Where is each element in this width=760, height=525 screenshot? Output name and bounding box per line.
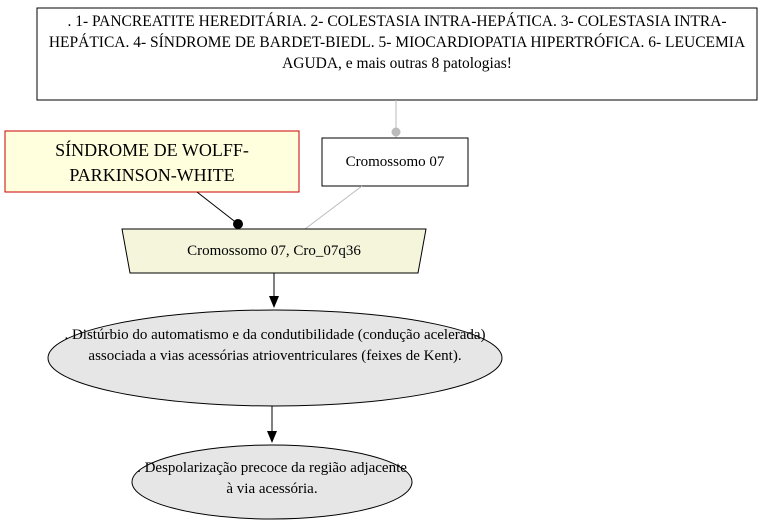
chromosome-connector-dot <box>392 128 401 137</box>
mechanism-to-effect-arrowhead <box>267 431 277 443</box>
mechanism-text: . Distúrbio do automatismo e da condutibilidade (condução acelerada) associada a vias acessórias atrioventriculares (feixes de Kent). <box>64 327 486 364</box>
syndrome-to-locus-edge <box>197 192 238 224</box>
syndrome-text: SÍNDROME DE WOLFF-PARKINSON-WHITE <box>55 140 249 185</box>
locus-to-mechanism-arrowhead <box>269 296 279 308</box>
chromosome-to-locus-edge <box>305 186 362 229</box>
chromosome-text: Cromossomo 07 <box>345 154 445 170</box>
effect-text: . Despolarização precoce da região adjacente à via acessória. <box>137 460 407 497</box>
locus-text: Cromossomo 07, Cro_07q36 <box>187 243 361 259</box>
syndrome-connector-dot <box>233 219 243 229</box>
pathologies-text: . 1- PANCREATITE HEREDITÁRIA. 2- COLESTASIA INTRA-HEPÁTICA. 3- COLESTASIA INTRA-HEPÁTICA. 4- SÍNDROME DE BARDET-BIEDL. 5- MIOCARDIOPATIA HIPERTRÓFICA. 6- LEUCEMIA AGUDA, e mais outras 8 patologias! <box>48 13 746 72</box>
